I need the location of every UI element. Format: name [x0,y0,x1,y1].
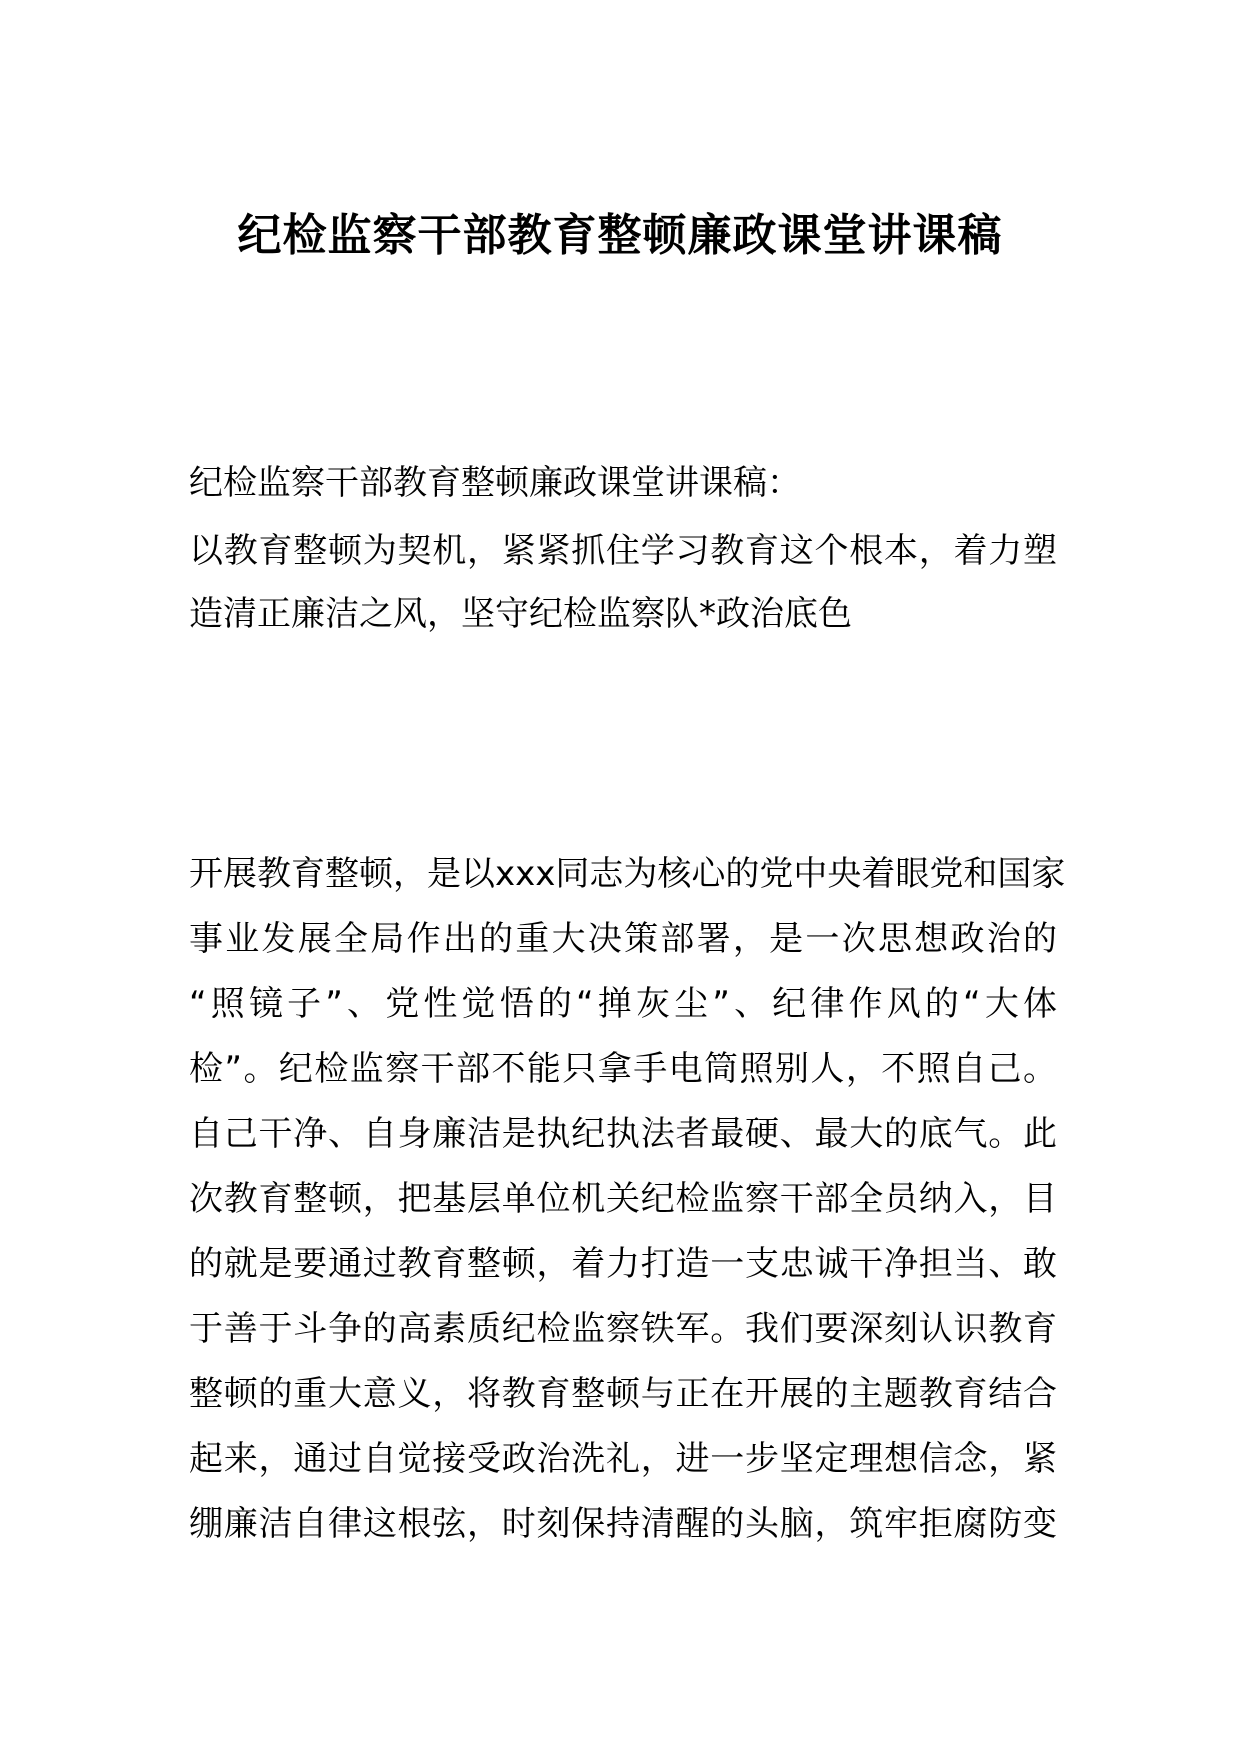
intro-line: 以教育整顿为契机，紧紧抓住学习教育这个根本，着力塑 [189,531,1057,571]
body-line: 起来，通过自觉接受政治洗礼，进一步坚定理想信念，紧 [189,1439,1057,1479]
intro-line: 纪检监察干部教育整顿廉政课堂讲课稿： [189,463,801,503]
body-line: 次教育整顿，把基层单位机关纪检监察干部全员纳入，目 [189,1179,1057,1219]
body-line: 于善于斗争的高素质纪检监察铁军。我们要深刻认识教育 [189,1309,1057,1349]
body-line: 事业发展全局作出的重大决策部署，是一次思想政治的 [189,919,1057,959]
body-line: 自己干净、自身廉洁是执纪执法者最硬、最大的底气。此 [189,1114,1057,1154]
body-line: 检”。纪检监察干部不能只拿手电筒照别人，不照自己。 [189,1049,1057,1089]
body-line: 开展教育整顿，是以xxx同志为核心的党中央着眼党和国家 [189,854,1066,894]
body-line: “照镜子”、党性觉悟的“掸灰尘”、纪律作风的“大体 [189,984,1057,1024]
body-line: 绷廉洁自律这根弦，时刻保持清醒的头脑，筑牢拒腐防变 [189,1504,1057,1544]
document-title: 纪检监察干部教育整顿廉政课堂讲课稿 [237,210,1003,261]
intro-line: 造清正廉洁之风，坚守纪检监察队*政治底色 [189,594,852,634]
body-line: 的就是要通过教育整顿，着力打造一支忠诚干净担当、敢 [189,1244,1057,1284]
body-line: 整顿的重大意义，将教育整顿与正在开展的主题教育结合 [189,1374,1057,1414]
